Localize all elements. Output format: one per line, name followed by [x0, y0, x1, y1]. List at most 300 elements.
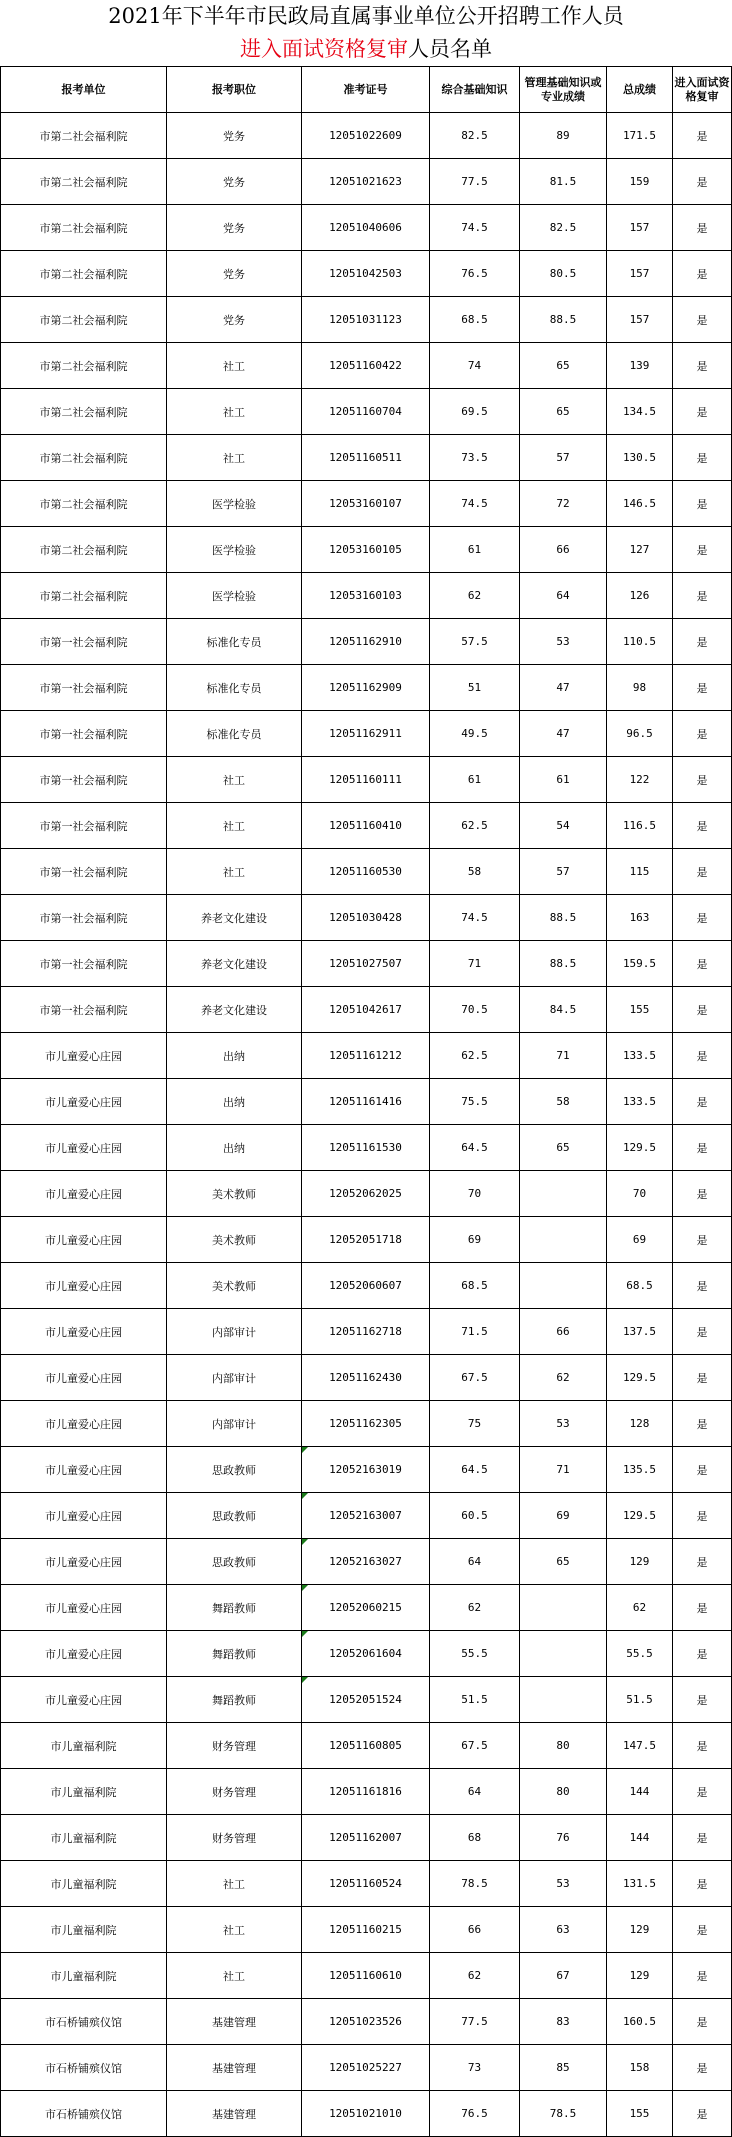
cell-post: 内部审计 — [167, 1355, 302, 1401]
cell-unit: 市第二社会福利院 — [1, 205, 167, 251]
cell-score-professional: 78.5 — [520, 2091, 607, 2137]
cell-pass: 是 — [673, 1033, 732, 1079]
cell-unit: 市第一社会福利院 — [1, 849, 167, 895]
cell-pass: 是 — [673, 1723, 732, 1769]
cell-exam-id: 12051162718 — [302, 1309, 430, 1355]
cell-exam-id: 12051021010 — [302, 2091, 430, 2137]
cell-pass: 是 — [673, 481, 732, 527]
table-row — [1, 665, 732, 711]
cell-score-general: 69 — [430, 1217, 520, 1263]
cell-exam-id: 12051040606 — [302, 205, 430, 251]
cell-exam-id: 12051030428 — [302, 895, 430, 941]
table-row — [1, 1033, 732, 1079]
table-row — [1, 987, 732, 1033]
cell-exam-id: 12051160704 — [302, 389, 430, 435]
cell-exam-id: 12051042617 — [302, 987, 430, 1033]
cell-pass: 是 — [673, 987, 732, 1033]
cell-unit: 市第二社会福利院 — [1, 251, 167, 297]
cell-unit: 市儿童爱心庄园 — [1, 1309, 167, 1355]
cell-score-professional: 47 — [520, 665, 607, 711]
header-unit: 报考单位 — [1, 67, 167, 113]
cell-exam-id: 12051160805 — [302, 1723, 430, 1769]
cell-total: 160.5 — [607, 1999, 673, 2045]
cell-pass: 是 — [673, 297, 732, 343]
cell-total: 129.5 — [607, 1355, 673, 1401]
cell-unit: 市第二社会福利院 — [1, 481, 167, 527]
cell-total: 130.5 — [607, 435, 673, 481]
cell-total: 115 — [607, 849, 673, 895]
cell-post: 标准化专员 — [167, 711, 302, 757]
cell-pass: 是 — [673, 1493, 732, 1539]
cell-exam-id: 12051160422 — [302, 343, 430, 389]
cell-total: 157 — [607, 251, 673, 297]
cell-pass: 是 — [673, 665, 732, 711]
cell-exam-id: 12051021623 — [302, 159, 430, 205]
cell-post: 社工 — [167, 1907, 302, 1953]
cell-pass: 是 — [673, 1539, 732, 1585]
cell-post: 医学检验 — [167, 481, 302, 527]
cell-score-general: 71 — [430, 941, 520, 987]
cell-score-professional: 88.5 — [520, 895, 607, 941]
cell-pass: 是 — [673, 941, 732, 987]
cell-unit: 市儿童爱心庄园 — [1, 1493, 167, 1539]
cell-score-professional: 88.5 — [520, 297, 607, 343]
cell-score-general: 74.5 — [430, 481, 520, 527]
cell-total: 98 — [607, 665, 673, 711]
cell-unit: 市儿童爱心庄园 — [1, 1263, 167, 1309]
cell-total: 144 — [607, 1769, 673, 1815]
title-line-2 — [0, 33, 732, 66]
cell-unit: 市石桥铺殡仪馆 — [1, 1999, 167, 2045]
cell-post: 思政教师 — [167, 1493, 302, 1539]
cell-total: 129.5 — [607, 1493, 673, 1539]
cell-exam-id: 12053160107 — [302, 481, 430, 527]
cell-score-general: 74 — [430, 343, 520, 389]
cell-post: 医学检验 — [167, 527, 302, 573]
cell-score-general: 62 — [430, 1953, 520, 1999]
table-row — [1, 1309, 732, 1355]
cell-exam-id: 12052062025 — [302, 1171, 430, 1217]
cell-score-professional: 57 — [520, 849, 607, 895]
cell-exam-id: 12051160524 — [302, 1861, 430, 1907]
cell-exam-id: 12051022609 — [302, 113, 430, 159]
table-row — [1, 573, 732, 619]
cell-unit: 市第二社会福利院 — [1, 343, 167, 389]
cell-score-professional: 54 — [520, 803, 607, 849]
cell-total: 155 — [607, 987, 673, 1033]
cell-post: 社工 — [167, 389, 302, 435]
cell-score-professional — [520, 1677, 607, 1723]
cell-pass: 是 — [673, 1861, 732, 1907]
table-row — [1, 205, 732, 251]
cell-score-general: 67.5 — [430, 1355, 520, 1401]
cell-unit: 市第二社会福利院 — [1, 389, 167, 435]
cell-pass: 是 — [673, 389, 732, 435]
cell-unit: 市儿童福利院 — [1, 1815, 167, 1861]
cell-score-professional: 76 — [520, 1815, 607, 1861]
cell-post: 党务 — [167, 205, 302, 251]
cell-score-professional: 65 — [520, 1539, 607, 1585]
cell-score-professional: 84.5 — [520, 987, 607, 1033]
table-header-row — [1, 67, 732, 113]
cell-total: 131.5 — [607, 1861, 673, 1907]
cell-total: 133.5 — [607, 1079, 673, 1125]
cell-unit: 市儿童福利院 — [1, 1907, 167, 1953]
cell-total: 137.5 — [607, 1309, 673, 1355]
cell-exam-id: 12051162909 — [302, 665, 430, 711]
cell-score-general: 68.5 — [430, 1263, 520, 1309]
cell-post: 思政教师 — [167, 1447, 302, 1493]
header-score-professional: 管理基础知识或专业成绩 — [520, 67, 607, 113]
table-row — [1, 251, 732, 297]
cell-post: 党务 — [167, 297, 302, 343]
table-body — [1, 113, 732, 2137]
cell-total: 135.5 — [607, 1447, 673, 1493]
cell-score-professional — [520, 1585, 607, 1631]
cell-post: 党务 — [167, 113, 302, 159]
cell-total: 157 — [607, 205, 673, 251]
cell-pass: 是 — [673, 113, 732, 159]
cell-score-general: 67.5 — [430, 1723, 520, 1769]
cell-post: 基建管理 — [167, 1999, 302, 2045]
cell-pass: 是 — [673, 251, 732, 297]
cell-pass: 是 — [673, 573, 732, 619]
cell-unit: 市第二社会福利院 — [1, 159, 167, 205]
cell-post: 社工 — [167, 343, 302, 389]
cell-unit: 市儿童爱心庄园 — [1, 1217, 167, 1263]
cell-exam-id: 12051027507 — [302, 941, 430, 987]
cell-post: 医学检验 — [167, 573, 302, 619]
cell-unit: 市儿童爱心庄园 — [1, 1033, 167, 1079]
cell-exam-id: 12051025227 — [302, 2045, 430, 2091]
cell-score-professional: 63 — [520, 1907, 607, 1953]
cell-post: 财务管理 — [167, 1815, 302, 1861]
cell-score-general: 51 — [430, 665, 520, 711]
cell-exam-id: 12052060607 — [302, 1263, 430, 1309]
cell-post: 思政教师 — [167, 1539, 302, 1585]
table-row — [1, 1861, 732, 1907]
table-row — [1, 849, 732, 895]
cell-score-professional: 57 — [520, 435, 607, 481]
cell-score-general: 64.5 — [430, 1125, 520, 1171]
cell-score-general: 82.5 — [430, 113, 520, 159]
table-row — [1, 1907, 732, 1953]
cell-pass: 是 — [673, 527, 732, 573]
table-row — [1, 803, 732, 849]
cell-pass: 是 — [673, 1631, 732, 1677]
cell-total: 155 — [607, 2091, 673, 2137]
cell-pass: 是 — [673, 1585, 732, 1631]
cell-total: 55.5 — [607, 1631, 673, 1677]
cell-total: 129.5 — [607, 1125, 673, 1171]
cell-unit: 市儿童爱心庄园 — [1, 1355, 167, 1401]
cell-pass: 是 — [673, 1769, 732, 1815]
cell-post: 内部审计 — [167, 1401, 302, 1447]
table-row — [1, 389, 732, 435]
table-row — [1, 1079, 732, 1125]
cell-score-professional — [520, 1631, 607, 1677]
cell-post: 财务管理 — [167, 1769, 302, 1815]
cell-total: 144 — [607, 1815, 673, 1861]
cell-score-professional: 80 — [520, 1723, 607, 1769]
table-row — [1, 1677, 732, 1723]
table-row — [1, 1217, 732, 1263]
cell-total: 122 — [607, 757, 673, 803]
cell-score-general: 62 — [430, 573, 520, 619]
cell-score-general: 68 — [430, 1815, 520, 1861]
cell-post: 舞蹈教师 — [167, 1585, 302, 1631]
cell-score-general: 55.5 — [430, 1631, 520, 1677]
cell-unit: 市儿童爱心庄园 — [1, 1401, 167, 1447]
title-line-1: 2021年下半年市民政局直属事业单位公开招聘工作人员 — [108, 4, 624, 28]
cell-score-professional: 53 — [520, 1861, 607, 1907]
cell-unit: 市儿童爱心庄园 — [1, 1125, 167, 1171]
cell-exam-id: 12052163027 — [302, 1539, 430, 1585]
cell-score-professional — [520, 1217, 607, 1263]
cell-post: 养老文化建设 — [167, 987, 302, 1033]
cell-score-general: 75.5 — [430, 1079, 520, 1125]
cell-unit: 市第二社会福利院 — [1, 113, 167, 159]
cell-exam-id: 12051162910 — [302, 619, 430, 665]
cell-score-general: 73.5 — [430, 435, 520, 481]
table-row — [1, 711, 732, 757]
cell-score-professional: 80 — [520, 1769, 607, 1815]
cell-unit: 市儿童福利院 — [1, 1769, 167, 1815]
table-row — [1, 1125, 732, 1171]
cell-exam-id: 12052163019 — [302, 1447, 430, 1493]
table-row — [1, 1723, 732, 1769]
cell-unit: 市第一社会福利院 — [1, 941, 167, 987]
cell-exam-id: 12051161530 — [302, 1125, 430, 1171]
cell-unit: 市儿童爱心庄园 — [1, 1447, 167, 1493]
cell-pass: 是 — [673, 1171, 732, 1217]
cell-score-professional: 65 — [520, 1125, 607, 1171]
cell-pass: 是 — [673, 1447, 732, 1493]
cell-unit: 市儿童爱心庄园 — [1, 1677, 167, 1723]
cell-unit: 市第一社会福利院 — [1, 665, 167, 711]
cell-pass: 是 — [673, 757, 732, 803]
cell-score-general: 62.5 — [430, 1033, 520, 1079]
cell-pass: 是 — [673, 711, 732, 757]
table-row — [1, 1815, 732, 1861]
cell-exam-id: 12052060215 — [302, 1585, 430, 1631]
cell-pass: 是 — [673, 343, 732, 389]
cell-total: 157 — [607, 297, 673, 343]
cell-post: 社工 — [167, 1953, 302, 1999]
cell-total: 110.5 — [607, 619, 673, 665]
header-exam-id: 准考证号 — [302, 67, 430, 113]
cell-score-general: 76.5 — [430, 2091, 520, 2137]
cell-score-general: 57.5 — [430, 619, 520, 665]
cell-post: 出纳 — [167, 1079, 302, 1125]
cell-exam-id: 12051162430 — [302, 1355, 430, 1401]
table-row — [1, 1539, 732, 1585]
cell-post: 出纳 — [167, 1033, 302, 1079]
cell-pass: 是 — [673, 1355, 732, 1401]
cell-exam-id: 12051161212 — [302, 1033, 430, 1079]
cell-post: 社工 — [167, 849, 302, 895]
cell-pass: 是 — [673, 1999, 732, 2045]
table-row — [1, 1447, 732, 1493]
cell-score-general: 71.5 — [430, 1309, 520, 1355]
cell-score-general: 70 — [430, 1171, 520, 1217]
title-red-part: 进入面试资格复审 — [240, 37, 408, 61]
table-row — [1, 1953, 732, 1999]
cell-unit: 市第一社会福利院 — [1, 895, 167, 941]
cell-score-professional: 67 — [520, 1953, 607, 1999]
cell-post: 社工 — [167, 803, 302, 849]
cell-pass: 是 — [673, 1309, 732, 1355]
cell-total: 163 — [607, 895, 673, 941]
cell-total: 70 — [607, 1171, 673, 1217]
cell-post: 舞蹈教师 — [167, 1631, 302, 1677]
cell-score-general: 51.5 — [430, 1677, 520, 1723]
cell-total: 129 — [607, 1953, 673, 1999]
cell-total: 159.5 — [607, 941, 673, 987]
cell-score-general: 70.5 — [430, 987, 520, 1033]
table-row — [1, 527, 732, 573]
cell-exam-id: 12051160111 — [302, 757, 430, 803]
cell-score-professional: 65 — [520, 343, 607, 389]
cell-unit: 市儿童爱心庄园 — [1, 1631, 167, 1677]
cell-score-general: 68.5 — [430, 297, 520, 343]
cell-post: 标准化专员 — [167, 619, 302, 665]
cell-score-general: 66 — [430, 1907, 520, 1953]
cell-total: 127 — [607, 527, 673, 573]
cell-pass: 是 — [673, 895, 732, 941]
table-row — [1, 1171, 732, 1217]
cell-unit: 市儿童爱心庄园 — [1, 1539, 167, 1585]
cell-score-professional: 72 — [520, 481, 607, 527]
cell-pass: 是 — [673, 1953, 732, 1999]
cell-unit: 市第二社会福利院 — [1, 435, 167, 481]
cell-score-general: 62.5 — [430, 803, 520, 849]
cell-exam-id: 12051161416 — [302, 1079, 430, 1125]
table-row — [1, 1263, 732, 1309]
cell-unit: 市第一社会福利院 — [1, 803, 167, 849]
cell-score-professional: 81.5 — [520, 159, 607, 205]
cell-unit: 市第一社会福利院 — [1, 711, 167, 757]
cell-post: 养老文化建设 — [167, 895, 302, 941]
cell-pass: 是 — [673, 205, 732, 251]
cell-exam-id: 12051162911 — [302, 711, 430, 757]
cell-exam-id: 12052061604 — [302, 1631, 430, 1677]
cell-score-professional — [520, 1171, 607, 1217]
cell-total: 126 — [607, 573, 673, 619]
cell-unit: 市石桥铺殡仪馆 — [1, 2091, 167, 2137]
cell-unit: 市第一社会福利院 — [1, 987, 167, 1033]
cell-score-professional: 88.5 — [520, 941, 607, 987]
cell-unit: 市儿童爱心庄园 — [1, 1171, 167, 1217]
cell-score-professional: 85 — [520, 2045, 607, 2091]
page-title — [0, 0, 732, 66]
table-row — [1, 343, 732, 389]
cell-total: 171.5 — [607, 113, 673, 159]
cell-post: 社工 — [167, 757, 302, 803]
cell-exam-id: 12051162007 — [302, 1815, 430, 1861]
cell-total: 129 — [607, 1539, 673, 1585]
cell-post: 美术教师 — [167, 1171, 302, 1217]
cell-pass: 是 — [673, 1815, 732, 1861]
table-row — [1, 435, 732, 481]
table-row — [1, 1631, 732, 1677]
cell-exam-id: 12051160511 — [302, 435, 430, 481]
cell-score-general: 76.5 — [430, 251, 520, 297]
cell-total: 139 — [607, 343, 673, 389]
cell-total: 68.5 — [607, 1263, 673, 1309]
cell-score-professional — [520, 1263, 607, 1309]
table-row — [1, 2091, 732, 2137]
cell-score-general: 62 — [430, 1585, 520, 1631]
table-row — [1, 481, 732, 527]
cell-total: 128 — [607, 1401, 673, 1447]
table-row — [1, 895, 732, 941]
cell-post: 财务管理 — [167, 1723, 302, 1769]
header-pass: 进入面试资格复审 — [673, 67, 732, 113]
cell-score-general: 60.5 — [430, 1493, 520, 1539]
cell-pass: 是 — [673, 1217, 732, 1263]
cell-total: 159 — [607, 159, 673, 205]
cell-pass: 是 — [673, 159, 732, 205]
cell-exam-id: 12051162305 — [302, 1401, 430, 1447]
cell-score-professional: 47 — [520, 711, 607, 757]
cell-total: 116.5 — [607, 803, 673, 849]
cell-exam-id: 12051160215 — [302, 1907, 430, 1953]
cell-total: 146.5 — [607, 481, 673, 527]
cell-unit: 市第二社会福利院 — [1, 297, 167, 343]
cell-exam-id: 12051161816 — [302, 1769, 430, 1815]
table-row — [1, 1585, 732, 1631]
cell-score-professional: 65 — [520, 389, 607, 435]
cell-exam-id: 12052163007 — [302, 1493, 430, 1539]
cell-total: 134.5 — [607, 389, 673, 435]
header-total: 总成绩 — [607, 67, 673, 113]
cell-exam-id: 12051031123 — [302, 297, 430, 343]
cell-score-general: 64 — [430, 1539, 520, 1585]
cell-post: 内部审计 — [167, 1309, 302, 1355]
cell-score-professional: 62 — [520, 1355, 607, 1401]
cell-exam-id: 12051160610 — [302, 1953, 430, 1999]
title-black-part: 人员名单 — [408, 37, 492, 61]
cell-post: 社工 — [167, 1861, 302, 1907]
cell-unit: 市儿童爱心庄园 — [1, 1079, 167, 1125]
cell-post: 社工 — [167, 435, 302, 481]
cell-unit: 市第一社会福利院 — [1, 619, 167, 665]
cell-exam-id: 12053160105 — [302, 527, 430, 573]
cell-score-professional: 66 — [520, 527, 607, 573]
cell-score-professional: 71 — [520, 1447, 607, 1493]
cell-total: 147.5 — [607, 1723, 673, 1769]
cell-score-general: 73 — [430, 2045, 520, 2091]
cell-score-professional: 66 — [520, 1309, 607, 1355]
cell-unit: 市儿童福利院 — [1, 1861, 167, 1907]
cell-exam-id: 12052051524 — [302, 1677, 430, 1723]
cell-score-general: 77.5 — [430, 159, 520, 205]
cell-pass: 是 — [673, 1907, 732, 1953]
cell-exam-id: 12051160530 — [302, 849, 430, 895]
cell-score-general: 69.5 — [430, 389, 520, 435]
cell-unit: 市第一社会福利院 — [1, 757, 167, 803]
table-row — [1, 113, 732, 159]
cell-post: 舞蹈教师 — [167, 1677, 302, 1723]
table-row — [1, 1355, 732, 1401]
cell-total: 129 — [607, 1907, 673, 1953]
results-table — [0, 66, 732, 2137]
cell-pass: 是 — [673, 2045, 732, 2091]
table-row — [1, 297, 732, 343]
cell-score-professional: 53 — [520, 619, 607, 665]
cell-pass: 是 — [673, 2091, 732, 2137]
